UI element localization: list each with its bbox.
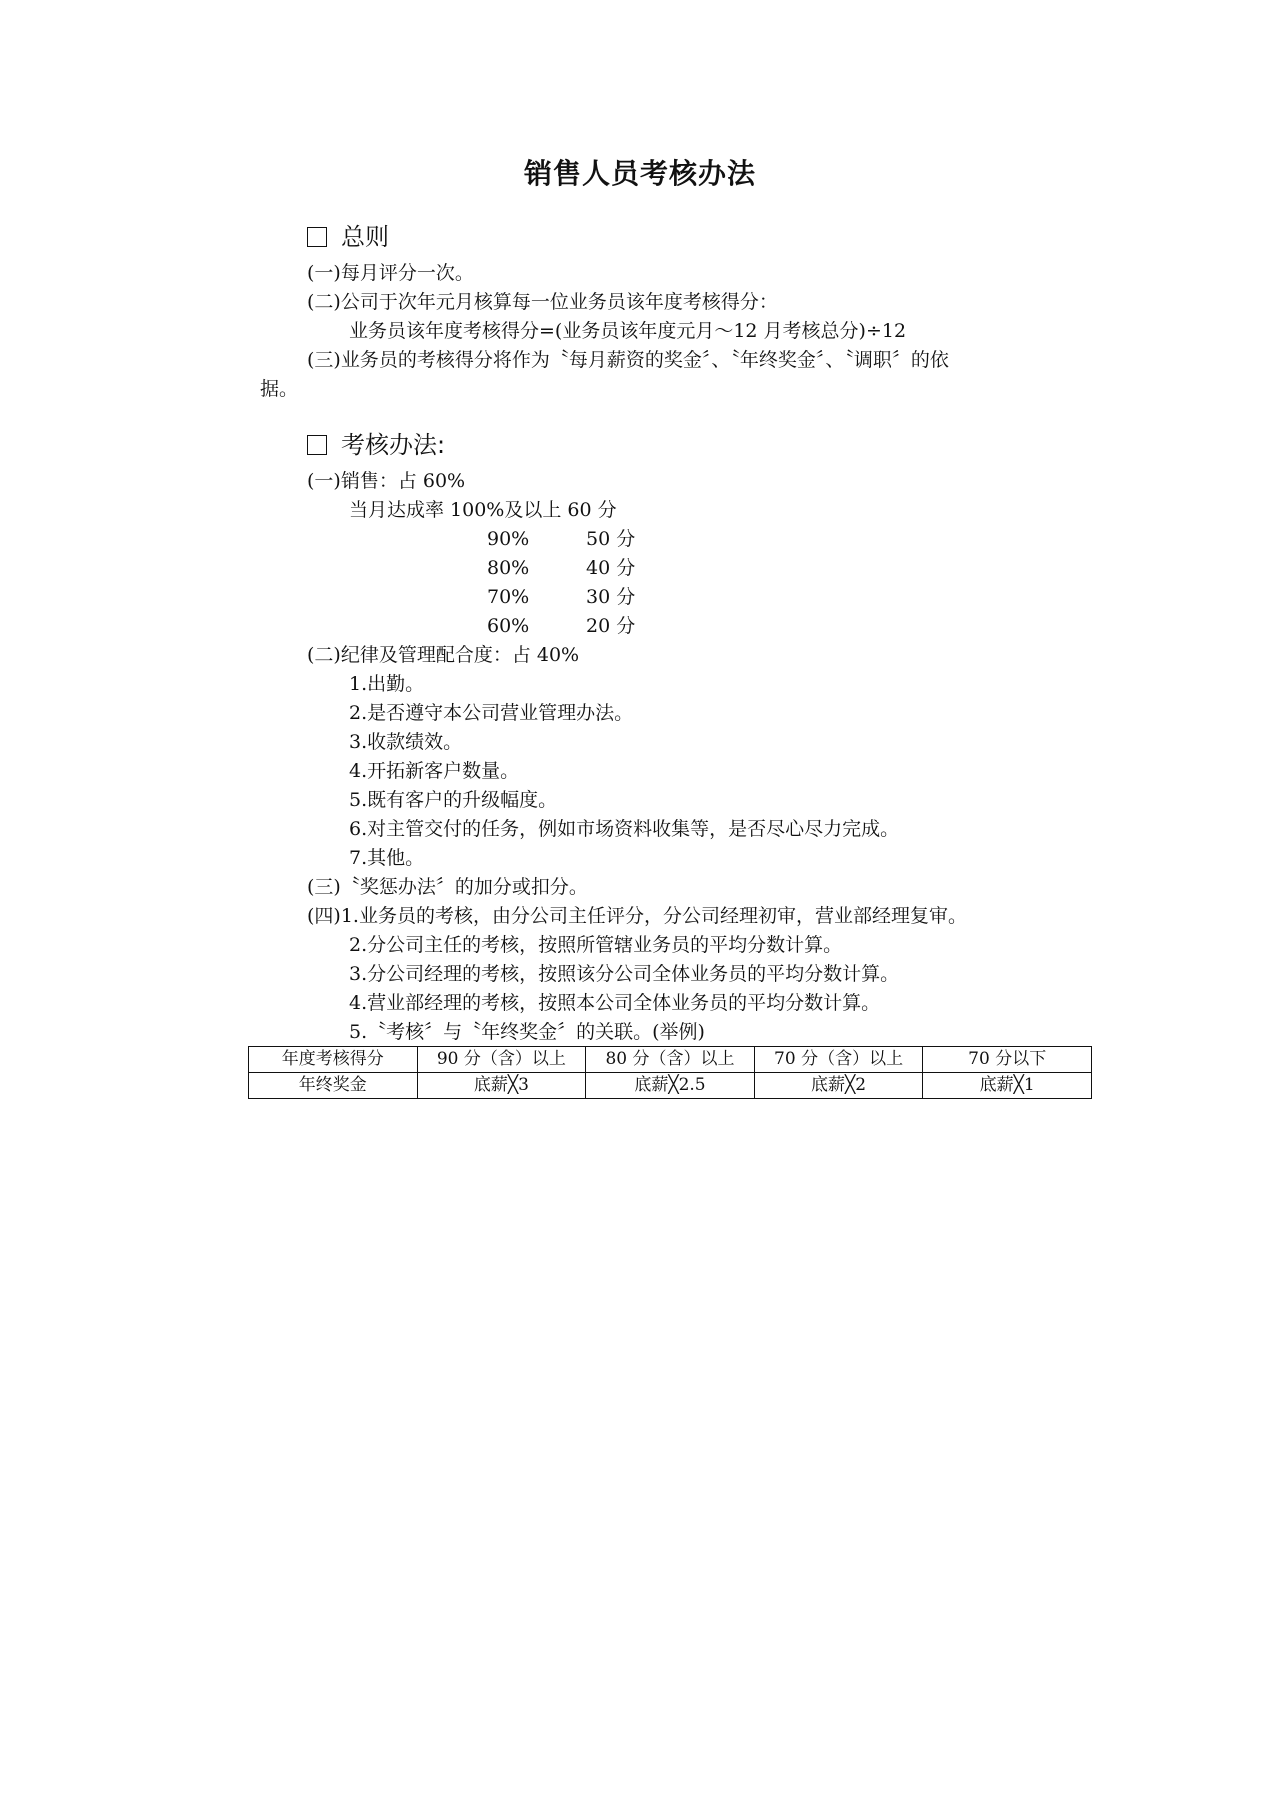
- year-end-bonus-table: [248, 1046, 1092, 1099]
- table-cell: 底薪╳2: [754, 1073, 923, 1099]
- review-subitem: 5.〝考核〞与〝年终奖金〞的关联。(举例): [349, 1021, 705, 1043]
- discipline-subitem: 6.对主管交付的任务，例如市场资料收集等，是否尽心尽力完成。: [349, 818, 900, 840]
- checkbox-square-icon: [307, 435, 327, 455]
- table-row: [249, 1073, 1092, 1099]
- review-subitem: 3.分公司经理的考核，按照该分公司全体业务员的平均分数计算。: [349, 963, 900, 985]
- grade-label: 当月达成率 100%及以上 60 分: [349, 499, 617, 521]
- general-item: (三)业务员的考核得分将作为〝每月薪资的奖金〞、〝年终奖金〞、〝调职〞的依: [307, 349, 949, 371]
- table-header-cell: 70 分（含）以上: [754, 1047, 923, 1073]
- section-heading-general: [307, 220, 389, 254]
- grade-score: 20 分: [586, 615, 636, 637]
- section-heading-label: 考核办法:: [341, 431, 446, 459]
- discipline-subitem: 4.开拓新客户数量。: [349, 760, 520, 782]
- grade-score: 50 分: [586, 528, 636, 550]
- grade-score: 30 分: [586, 586, 636, 608]
- table-cell: 底薪╳1: [923, 1073, 1092, 1099]
- grade-rate: 70%: [487, 586, 530, 608]
- score-formula: 业务员该年度考核得分=(业务员该年度元月～12 月考核总分)÷12: [349, 320, 907, 342]
- reward-item: (三)〝奖惩办法〞的加分或扣分。: [307, 876, 588, 898]
- discipline-item: (二)纪律及管理配合度：占 40%: [307, 644, 580, 666]
- table-cell: 底薪╳3: [417, 1073, 586, 1099]
- review-item: (四)1.业务员的考核，由分公司主任评分，分公司经理初审，营业部经理复审。: [307, 905, 967, 927]
- grade-rate: 90%: [487, 528, 530, 550]
- discipline-subitem: 2.是否遵守本公司营业管理办法。: [349, 702, 634, 724]
- review-subitem: 4.营业部经理的考核，按照本公司全体业务员的平均分数计算。: [349, 992, 881, 1014]
- grade-score: 40 分: [586, 557, 636, 579]
- general-item: (一)每月评分一次。: [307, 262, 474, 284]
- discipline-subitem: 1.出勤。: [349, 673, 425, 695]
- table-header-cell: 80 分（含）以上: [586, 1047, 755, 1073]
- discipline-subitem: 5.既有客户的升级幅度。: [349, 789, 558, 811]
- table-header-cell: 70 分以下: [923, 1047, 1092, 1073]
- general-item: (二)公司于次年元月核算每一位业务员该年度考核得分：: [307, 291, 778, 313]
- table-cell: 年终奖金: [249, 1073, 418, 1099]
- table-header-row: [249, 1047, 1092, 1073]
- grade-rate: 60%: [487, 615, 530, 637]
- section-heading-label: 总则: [341, 223, 389, 251]
- grade-rate: 80%: [487, 557, 530, 579]
- document-title: 销售人员考核办法: [523, 157, 756, 190]
- discipline-subitem: 3.收款绩效。: [349, 731, 463, 753]
- table-header-cell: 90 分（含）以上: [417, 1047, 586, 1073]
- table-cell: 底薪╳2.5: [586, 1073, 755, 1099]
- table-header-cell: 年度考核得分: [249, 1047, 418, 1073]
- general-item-continuation: 据。: [260, 378, 299, 400]
- checkbox-square-icon: [307, 227, 327, 247]
- sales-item: (一)销售：占 60%: [307, 470, 466, 492]
- section-heading-method: [307, 428, 445, 462]
- review-subitem: 2.分公司主任的考核，按照所管辖业务员的平均分数计算。: [349, 934, 843, 956]
- discipline-subitem: 7.其他。: [349, 847, 425, 869]
